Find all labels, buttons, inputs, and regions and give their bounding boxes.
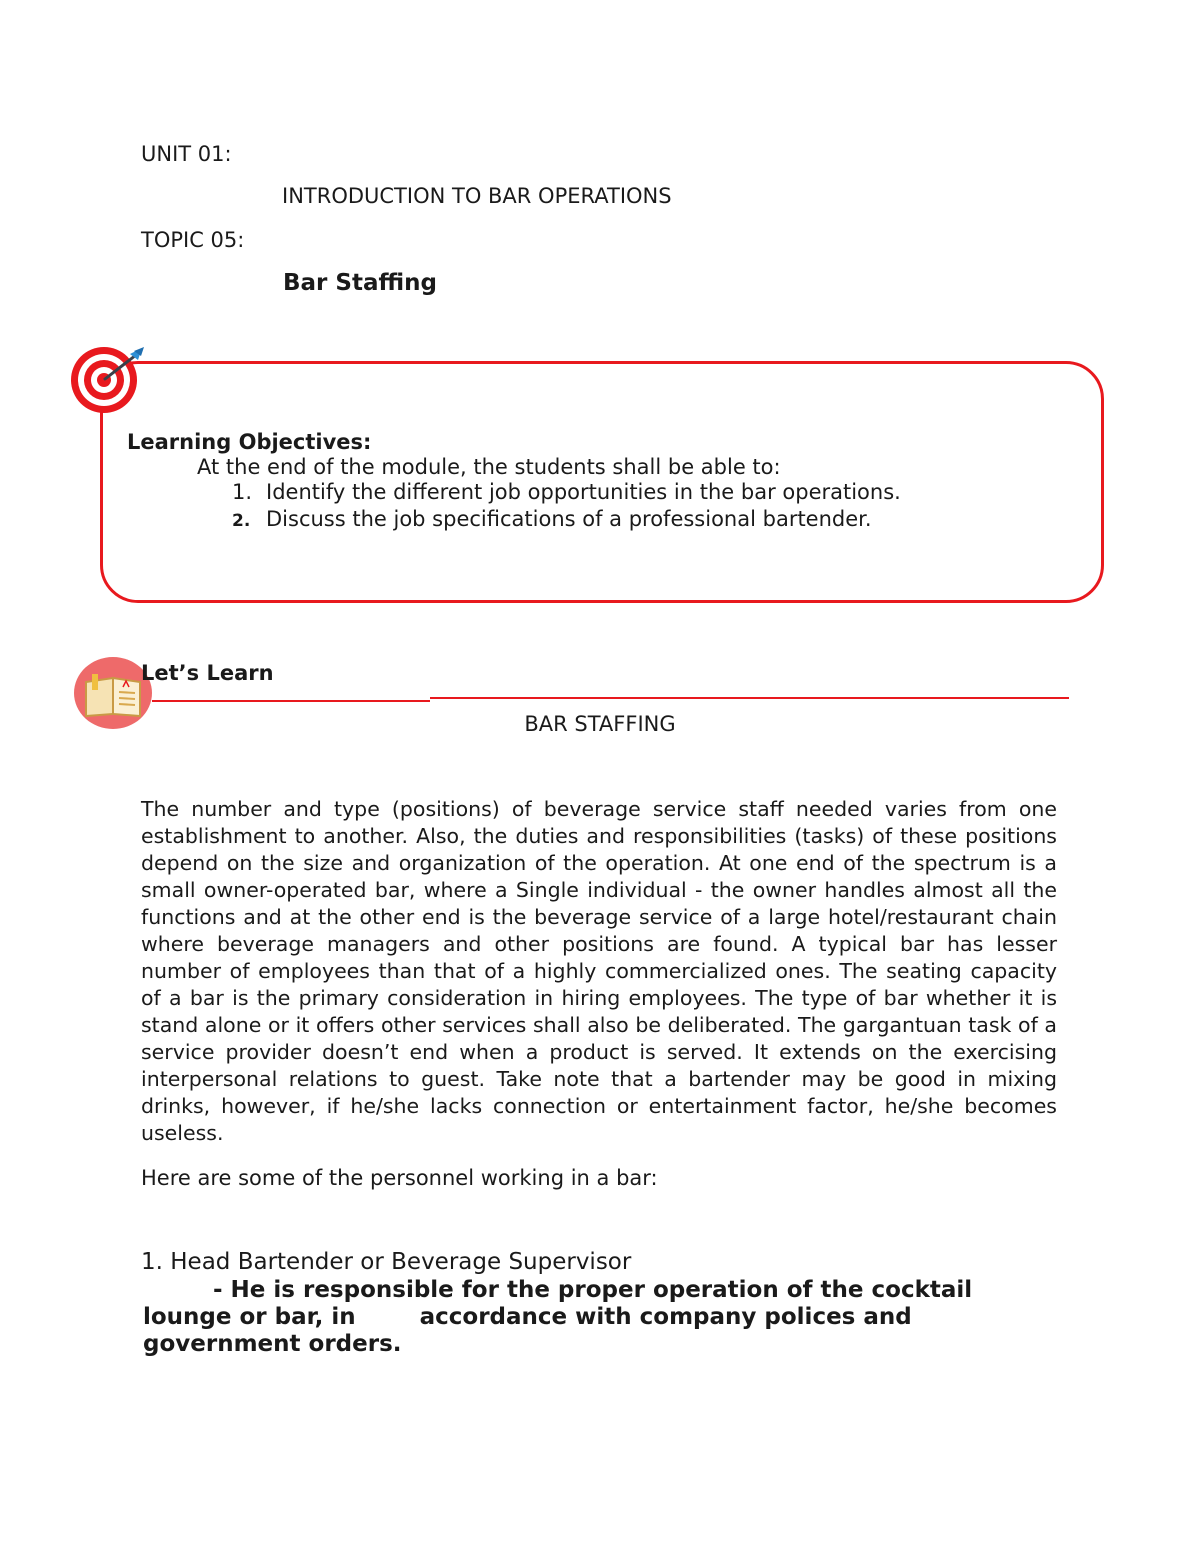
unit-title: INTRODUCTION TO BAR OPERATIONS [282,184,672,208]
personnel-item-description [143,1277,1023,1358]
lets-learn-heading: Let’s Learn [141,661,274,685]
objective-number: 1. [232,480,253,504]
personnel-intro: Here are some of the personnel working in a bar: [141,1166,658,1190]
objective-number: 2. [232,511,251,531]
objective-item [232,479,901,505]
objective-item [232,506,872,534]
topic-label: TOPIC 05: [141,228,245,252]
personnel-item-heading: 1. Head Bartender or Beverage Supervisor [141,1249,632,1275]
objectives-heading: Learning Objectives: [127,430,372,454]
body-paragraph: The number and type (positions) of beverage service staff needed varies from one establishment to another. Also, the duties and responsibilities (tasks) of these positions depend on the size and organization of the operation. At one end of the spectrum is a small owner-operated bar, where a Single individual - the owner handles almost all the functions and at the other end is the beverage service of a large hotel/restaurant chain where beverage managers and other positions are found. A typical bar has lesser number of employees than that of a highly commercialized ones. The seating capacity of a bar is the primary consideration in hiring employees. The type of bar whether it is stand alone or it offers other services shall also be deliberated. The gargantuan task of a service provider doesn’t end when a product is served. It extends on the exercising interpersonal relations to guest. Take note that a bartender may be good in mixing drinks, however, if he/she lacks connection or entertainment factor, he/she becomes useless. [141,797,1057,1145]
objective-text: Discuss the job specifications of a professional bartender. [266,507,872,531]
topic-title: Bar Staffing [283,270,437,296]
unit-label: UNIT 01: [141,142,232,166]
target-with-arrow-icon [64,346,148,414]
objective-text: Identify the different job opportunities in the bar operations. [266,480,901,504]
section-divider [152,700,430,702]
objectives-intro: At the end of the module, the students shall be able to: [197,455,781,479]
personnel-description-part: accordance with company polices and government orders. [143,1304,912,1357]
personnel-description-part: - He is responsible for the proper operation of the cocktail lounge or bar, in [143,1277,973,1330]
section-divider [430,697,1069,699]
section-heading: BAR STAFFING [524,712,676,736]
